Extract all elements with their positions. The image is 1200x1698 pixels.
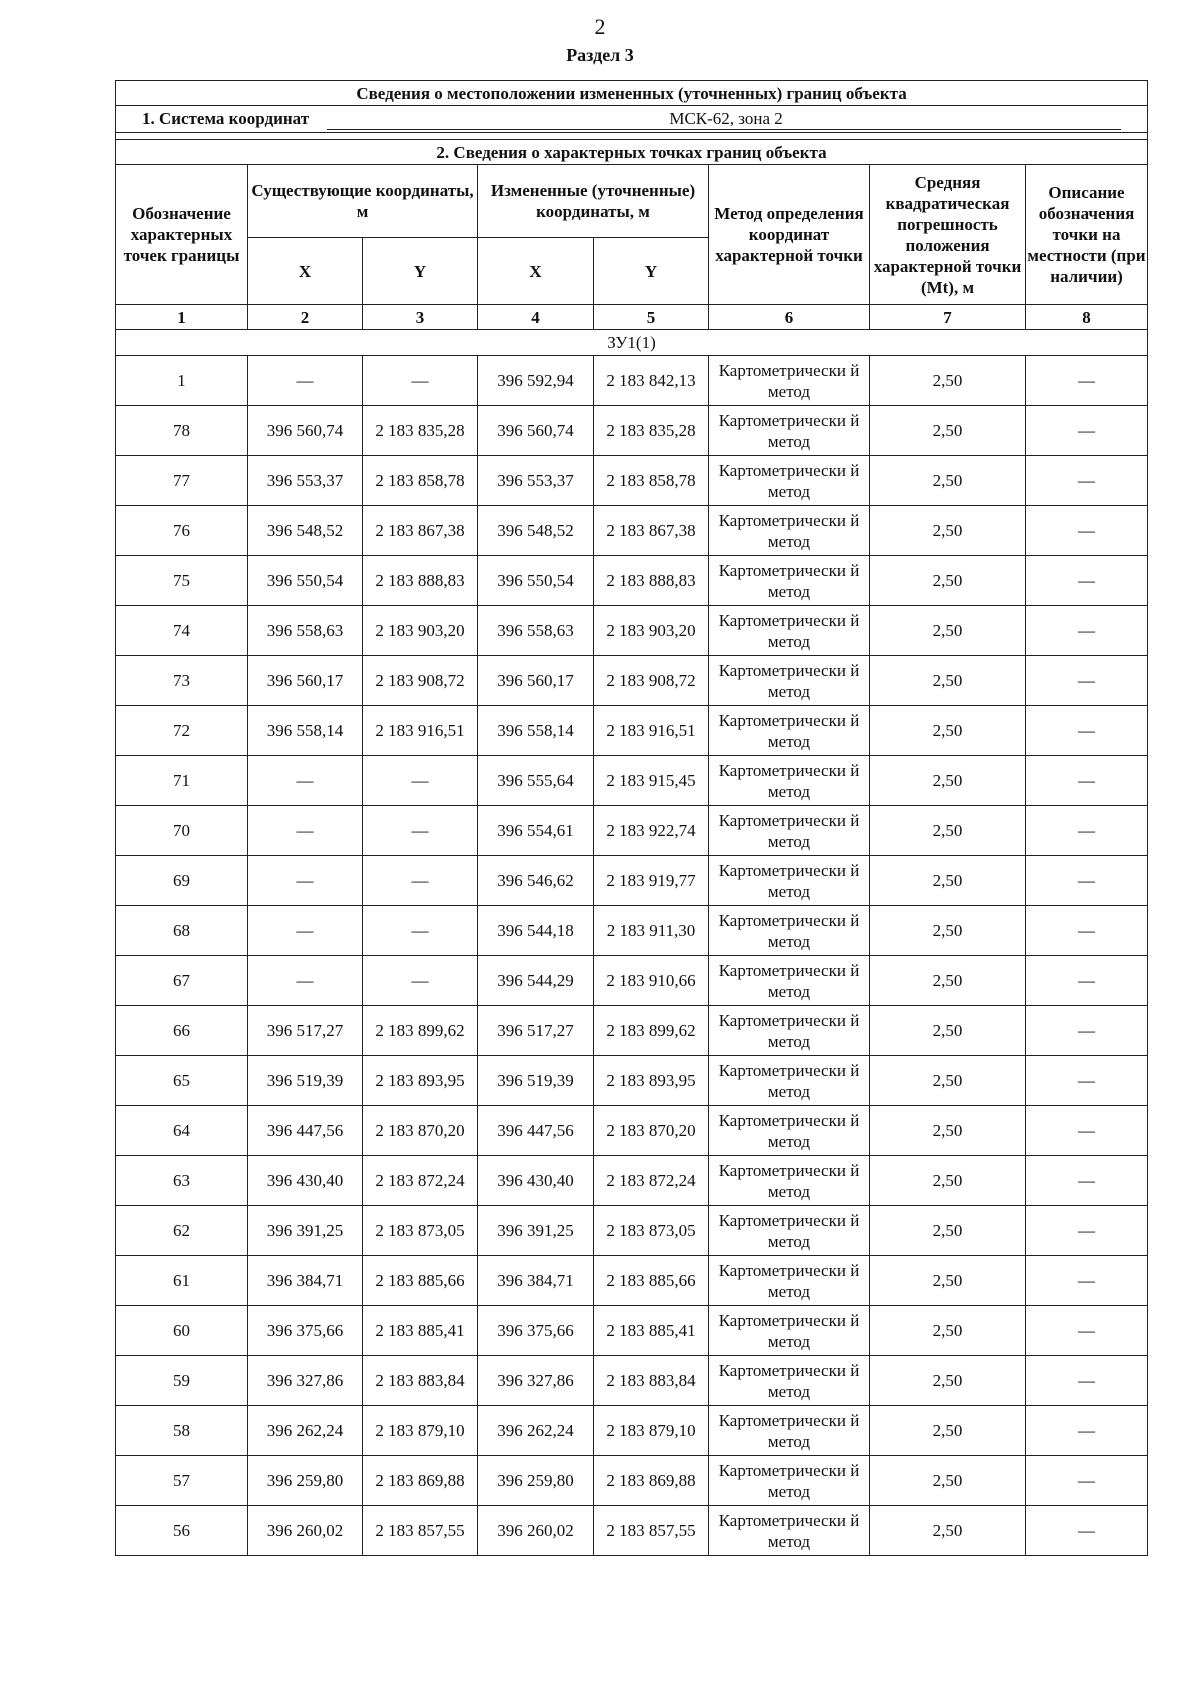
cell-updated-y: 2 183 869,88 — [594, 1456, 709, 1506]
header-existing-x: X — [248, 238, 363, 305]
cell-existing-x: — — [248, 806, 363, 856]
cell-point-designation: 61 — [116, 1256, 248, 1306]
cell-description: — — [1026, 1256, 1148, 1306]
header-mean-error: Средняя квадратическая погрешность положения характерной точки (Mt), м — [870, 165, 1026, 305]
cell-existing-x: — — [248, 356, 363, 406]
cell-point-designation: 66 — [116, 1006, 248, 1056]
cell-existing-y: 2 183 870,20 — [363, 1106, 478, 1156]
cell-method: Картометрически й метод — [709, 356, 870, 406]
page-number: 2 — [594, 14, 606, 39]
cell-description: — — [1026, 1206, 1148, 1256]
cell-description: — — [1026, 1056, 1148, 1106]
cell-existing-y: 2 183 893,95 — [363, 1056, 478, 1106]
cell-description: — — [1026, 506, 1148, 556]
cell-existing-y: — — [363, 806, 478, 856]
cell-updated-x: 396 560,17 — [478, 656, 594, 706]
cell-existing-y: 2 183 885,41 — [363, 1306, 478, 1356]
cell-method: Картометрически й метод — [709, 906, 870, 956]
table-row — [116, 1156, 1148, 1206]
cell-existing-x: 396 553,37 — [248, 456, 363, 506]
column-number: 5 — [594, 305, 709, 330]
cell-updated-x: 396 259,80 — [478, 1456, 594, 1506]
table-row — [116, 556, 1148, 606]
cell-point-designation: 62 — [116, 1206, 248, 1256]
cell-point-designation: 60 — [116, 1306, 248, 1356]
cell-existing-x: 396 519,39 — [248, 1056, 363, 1106]
cell-mean-error: 2,50 — [870, 906, 1026, 956]
table-row — [116, 406, 1148, 456]
cell-existing-y: — — [363, 356, 478, 406]
cell-updated-y: 2 183 908,72 — [594, 656, 709, 706]
cell-updated-y: 2 183 903,20 — [594, 606, 709, 656]
cell-updated-x: 396 391,25 — [478, 1206, 594, 1256]
cell-mean-error: 2,50 — [870, 606, 1026, 656]
cell-description: — — [1026, 356, 1148, 406]
cell-method: Картометрически й метод — [709, 556, 870, 606]
cell-updated-y: 2 183 885,66 — [594, 1256, 709, 1306]
cell-method: Картометрически й метод — [709, 1106, 870, 1156]
cell-updated-y: 2 183 888,83 — [594, 556, 709, 606]
cell-updated-y: 2 183 842,13 — [594, 356, 709, 406]
header-point-designation: Обозначение характерных точек границы — [116, 165, 248, 305]
cell-updated-x: 396 327,86 — [478, 1356, 594, 1406]
cell-point-designation: 57 — [116, 1456, 248, 1506]
table-row — [116, 1506, 1148, 1556]
cell-description: — — [1026, 1106, 1148, 1156]
cell-method: Картометрически й метод — [709, 1406, 870, 1456]
column-number: 4 — [478, 305, 594, 330]
header-existing-y: Y — [363, 238, 478, 305]
cell-description: — — [1026, 1006, 1148, 1056]
cell-description: — — [1026, 656, 1148, 706]
cell-point-designation: 56 — [116, 1506, 248, 1556]
cell-updated-y: 2 183 893,95 — [594, 1056, 709, 1106]
cell-existing-y: 2 183 916,51 — [363, 706, 478, 756]
cell-description: — — [1026, 1456, 1148, 1506]
cell-existing-y: 2 183 899,62 — [363, 1006, 478, 1056]
cell-updated-x: 396 592,94 — [478, 356, 594, 406]
cell-updated-y: 2 183 922,74 — [594, 806, 709, 856]
cell-point-designation: 68 — [116, 906, 248, 956]
table-row — [116, 656, 1148, 706]
cell-updated-y: 2 183 867,38 — [594, 506, 709, 556]
cell-mean-error: 2,50 — [870, 556, 1026, 606]
cell-updated-y: 2 183 858,78 — [594, 456, 709, 506]
cell-existing-x: 396 548,52 — [248, 506, 363, 556]
cell-updated-y: 2 183 879,10 — [594, 1406, 709, 1456]
cell-updated-x: 396 553,37 — [478, 456, 594, 506]
cell-mean-error: 2,50 — [870, 656, 1026, 706]
table-row — [116, 606, 1148, 656]
table-row — [116, 1356, 1148, 1406]
cell-method: Картометрически й метод — [709, 1006, 870, 1056]
cell-updated-y: 2 183 885,41 — [594, 1306, 709, 1356]
cell-point-designation: 65 — [116, 1056, 248, 1106]
cell-mean-error: 2,50 — [870, 1356, 1026, 1406]
cell-updated-x: 396 384,71 — [478, 1256, 594, 1306]
table-row — [116, 856, 1148, 906]
cell-updated-x: 396 548,52 — [478, 506, 594, 556]
table-row — [116, 456, 1148, 506]
cell-existing-x: 396 517,27 — [248, 1006, 363, 1056]
cell-mean-error: 2,50 — [870, 956, 1026, 1006]
cell-mean-error: 2,50 — [870, 406, 1026, 456]
column-number: 8 — [1026, 305, 1148, 330]
points-section-title: 2. Сведения о характерных точках границ объекта — [116, 140, 1148, 165]
cell-existing-y: 2 183 888,83 — [363, 556, 478, 606]
cell-updated-x: 396 519,39 — [478, 1056, 594, 1106]
cell-description: — — [1026, 706, 1148, 756]
cell-point-designation: 63 — [116, 1156, 248, 1206]
cell-existing-y: 2 183 908,72 — [363, 656, 478, 706]
table-row — [116, 1306, 1148, 1356]
cell-existing-y: 2 183 835,28 — [363, 406, 478, 456]
table-row — [116, 1006, 1148, 1056]
header-method: Метод определения координат характерной точки — [709, 165, 870, 305]
cell-updated-y: 2 183 872,24 — [594, 1156, 709, 1206]
cell-updated-x: 396 554,61 — [478, 806, 594, 856]
cell-mean-error: 2,50 — [870, 1456, 1026, 1506]
cell-mean-error: 2,50 — [870, 1256, 1026, 1306]
cell-existing-y: 2 183 858,78 — [363, 456, 478, 506]
cell-point-designation: 67 — [116, 956, 248, 1006]
cell-description: — — [1026, 856, 1148, 906]
header-updated-x: X — [478, 238, 594, 305]
cell-updated-y: 2 183 870,20 — [594, 1106, 709, 1156]
cell-updated-x: 396 560,74 — [478, 406, 594, 456]
table-row — [116, 906, 1148, 956]
cell-method: Картометрически й метод — [709, 1506, 870, 1556]
cell-existing-x: 396 384,71 — [248, 1256, 363, 1306]
table-row — [116, 756, 1148, 806]
table-row — [116, 1206, 1148, 1256]
table-row — [116, 1406, 1148, 1456]
cell-existing-x: 396 260,02 — [248, 1506, 363, 1556]
cell-updated-y: 2 183 899,62 — [594, 1006, 709, 1056]
cell-existing-y: — — [363, 906, 478, 956]
cell-updated-y: 2 183 915,45 — [594, 756, 709, 806]
cell-description: — — [1026, 1156, 1148, 1206]
cell-existing-x: — — [248, 856, 363, 906]
cell-mean-error: 2,50 — [870, 1306, 1026, 1356]
cell-description: — — [1026, 756, 1148, 806]
cell-description: — — [1026, 606, 1148, 656]
cell-updated-x: 396 430,40 — [478, 1156, 594, 1206]
cell-updated-x: 396 375,66 — [478, 1306, 594, 1356]
cell-existing-x: 396 558,14 — [248, 706, 363, 756]
cell-existing-x: 396 327,86 — [248, 1356, 363, 1406]
column-number: 7 — [870, 305, 1026, 330]
cell-description: — — [1026, 1506, 1148, 1556]
cell-mean-error: 2,50 — [870, 806, 1026, 856]
cell-point-designation: 58 — [116, 1406, 248, 1456]
cell-point-designation: 72 — [116, 706, 248, 756]
cell-existing-x: 396 262,24 — [248, 1406, 363, 1456]
cell-description: — — [1026, 556, 1148, 606]
cell-point-designation: 69 — [116, 856, 248, 906]
column-number: 2 — [248, 305, 363, 330]
cell-updated-y: 2 183 910,66 — [594, 956, 709, 1006]
cell-point-designation: 1 — [116, 356, 248, 406]
header-updated-y: Y — [594, 238, 709, 305]
cell-existing-x: 396 375,66 — [248, 1306, 363, 1356]
cell-mean-error: 2,50 — [870, 1156, 1026, 1206]
cell-updated-x: 396 517,27 — [478, 1006, 594, 1056]
cell-updated-x: 396 550,54 — [478, 556, 594, 606]
table-row — [116, 506, 1148, 556]
cell-updated-y: 2 183 883,84 — [594, 1356, 709, 1406]
cell-updated-y: 2 183 911,30 — [594, 906, 709, 956]
cell-method: Картометрически й метод — [709, 1356, 870, 1406]
table-title: Сведения о местоположении измененных (уточненных) границ объекта — [116, 81, 1148, 106]
table-row — [116, 806, 1148, 856]
table-row — [116, 956, 1148, 1006]
cell-description: — — [1026, 956, 1148, 1006]
cell-method: Картометрически й метод — [709, 656, 870, 706]
cell-existing-x: — — [248, 906, 363, 956]
cell-existing-y: 2 183 873,05 — [363, 1206, 478, 1256]
cell-description: — — [1026, 806, 1148, 856]
table-row — [116, 1056, 1148, 1106]
cell-description: — — [1026, 406, 1148, 456]
cell-mean-error: 2,50 — [870, 1506, 1026, 1556]
cell-point-designation: 77 — [116, 456, 248, 506]
cell-description: — — [1026, 1306, 1148, 1356]
cell-existing-y: 2 183 857,55 — [363, 1506, 478, 1556]
cell-point-designation: 71 — [116, 756, 248, 806]
cell-updated-x: 396 555,64 — [478, 756, 594, 806]
cell-mean-error: 2,50 — [870, 356, 1026, 406]
column-number: 6 — [709, 305, 870, 330]
cell-existing-x: 396 391,25 — [248, 1206, 363, 1256]
coord-system-row — [116, 106, 1148, 133]
cell-method: Картометрически й метод — [709, 1056, 870, 1106]
table-row — [116, 1456, 1148, 1506]
cell-description: — — [1026, 906, 1148, 956]
cell-existing-y: 2 183 867,38 — [363, 506, 478, 556]
column-number: 1 — [116, 305, 248, 330]
cell-updated-x: 396 262,24 — [478, 1406, 594, 1456]
cell-point-designation: 75 — [116, 556, 248, 606]
cell-point-designation: 73 — [116, 656, 248, 706]
table-row — [116, 356, 1148, 406]
cell-method: Картометрически й метод — [709, 1306, 870, 1356]
cell-method: Картометрически й метод — [709, 606, 870, 656]
cell-existing-x: 396 550,54 — [248, 556, 363, 606]
cell-mean-error: 2,50 — [870, 856, 1026, 906]
cell-method: Картометрически й метод — [709, 706, 870, 756]
spacer — [116, 133, 1148, 140]
cell-updated-x: 396 558,63 — [478, 606, 594, 656]
cell-description: — — [1026, 456, 1148, 506]
table-row — [116, 706, 1148, 756]
cell-mean-error: 2,50 — [870, 756, 1026, 806]
table-row — [116, 1106, 1148, 1156]
column-number: 3 — [363, 305, 478, 330]
cell-updated-x: 396 260,02 — [478, 1506, 594, 1556]
cell-existing-y: 2 183 903,20 — [363, 606, 478, 656]
cell-existing-x: 396 430,40 — [248, 1156, 363, 1206]
cell-updated-y: 2 183 873,05 — [594, 1206, 709, 1256]
cell-mean-error: 2,50 — [870, 456, 1026, 506]
cell-method: Картометрически й метод — [709, 1206, 870, 1256]
cell-existing-x: 396 560,74 — [248, 406, 363, 456]
cell-mean-error: 2,50 — [870, 1006, 1026, 1056]
cell-existing-x: 396 447,56 — [248, 1106, 363, 1156]
cell-existing-y: 2 183 872,24 — [363, 1156, 478, 1206]
header-existing-coords: Существующие координаты, м — [248, 165, 478, 238]
cell-existing-y: 2 183 879,10 — [363, 1406, 478, 1456]
cell-point-designation: 74 — [116, 606, 248, 656]
cell-method: Картометрически й метод — [709, 956, 870, 1006]
cell-existing-y: 2 183 869,88 — [363, 1456, 478, 1506]
cell-updated-x: 396 558,14 — [478, 706, 594, 756]
cell-existing-y: 2 183 885,66 — [363, 1256, 478, 1306]
cell-description: — — [1026, 1406, 1148, 1456]
cell-method: Картометрически й метод — [709, 1256, 870, 1306]
cell-point-designation: 64 — [116, 1106, 248, 1156]
cell-existing-x: 396 259,80 — [248, 1456, 363, 1506]
cell-method: Картометрически й метод — [709, 856, 870, 906]
cell-mean-error: 2,50 — [870, 1406, 1026, 1456]
boundary-points-table — [115, 80, 1148, 1556]
cell-mean-error: 2,50 — [870, 706, 1026, 756]
cell-updated-y: 2 183 919,77 — [594, 856, 709, 906]
cell-method: Картометрически й метод — [709, 456, 870, 506]
coord-system-label: 1. Система координат — [141, 109, 310, 128]
cell-existing-x: — — [248, 956, 363, 1006]
land-plot-group-label: ЗУ1(1) — [116, 330, 1148, 356]
cell-updated-x: 396 544,18 — [478, 906, 594, 956]
cell-method: Картометрически й метод — [709, 1456, 870, 1506]
cell-existing-y: 2 183 883,84 — [363, 1356, 478, 1406]
cell-updated-x: 396 447,56 — [478, 1106, 594, 1156]
cell-method: Картометрически й метод — [709, 756, 870, 806]
cell-existing-y: — — [363, 956, 478, 1006]
cell-description: — — [1026, 1356, 1148, 1406]
header-description: Описание обозначения точки на местности (при наличии) — [1026, 165, 1148, 305]
cell-updated-y: 2 183 857,55 — [594, 1506, 709, 1556]
cell-point-designation: 59 — [116, 1356, 248, 1406]
cell-point-designation: 78 — [116, 406, 248, 456]
cell-mean-error: 2,50 — [870, 1106, 1026, 1156]
cell-existing-y: — — [363, 756, 478, 806]
cell-updated-y: 2 183 835,28 — [594, 406, 709, 456]
cell-method: Картометрически й метод — [709, 806, 870, 856]
cell-mean-error: 2,50 — [870, 1056, 1026, 1106]
coord-system-value: МСК-62, зона 2 — [327, 108, 1121, 130]
table-row — [116, 1256, 1148, 1306]
cell-method: Картометрически й метод — [709, 406, 870, 456]
cell-updated-x: 396 544,29 — [478, 956, 594, 1006]
cell-point-designation: 70 — [116, 806, 248, 856]
header-updated-coords: Измененные (уточненные) координаты, м — [478, 165, 709, 238]
cell-existing-x: 396 560,17 — [248, 656, 363, 706]
cell-mean-error: 2,50 — [870, 506, 1026, 556]
cell-updated-y: 2 183 916,51 — [594, 706, 709, 756]
cell-method: Картометрически й метод — [709, 506, 870, 556]
cell-existing-x: 396 558,63 — [248, 606, 363, 656]
column-numbers-row — [116, 305, 1148, 330]
cell-existing-x: — — [248, 756, 363, 806]
section-title: Раздел 3 — [566, 45, 634, 65]
cell-existing-y: — — [363, 856, 478, 906]
cell-mean-error: 2,50 — [870, 1206, 1026, 1256]
cell-point-designation: 76 — [116, 506, 248, 556]
cell-method: Картометрически й метод — [709, 1156, 870, 1206]
cell-updated-x: 396 546,62 — [478, 856, 594, 906]
